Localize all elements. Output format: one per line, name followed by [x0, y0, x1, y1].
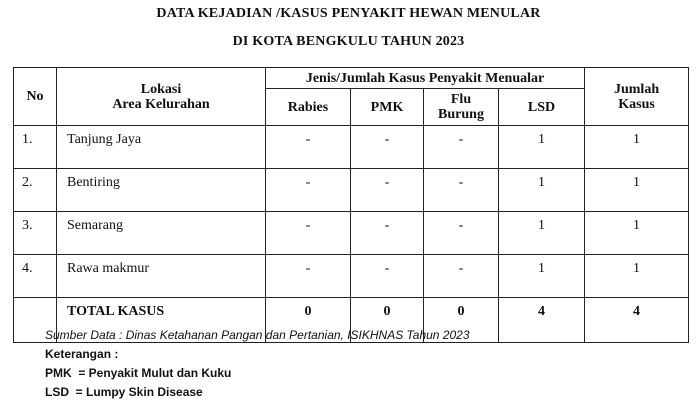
cell-lsd: 1 — [499, 255, 585, 298]
cell-jumlah: 1 — [585, 212, 689, 255]
legend-title: Keterangan : — [45, 347, 119, 361]
cell-total-label: TOTAL KASUS — [57, 298, 266, 343]
cell-rabies: - — [266, 255, 351, 298]
cell-lokasi: Rawa makmur — [57, 255, 266, 298]
cell-jumlah: 1 — [585, 255, 689, 298]
table-row — [14, 255, 689, 298]
cell-flu: - — [424, 255, 499, 298]
header-lokasi — [57, 68, 266, 126]
cell-total-lsd: 4 — [499, 298, 585, 343]
legend-pmk: PMK = Penyakit Mulut dan Kuku — [45, 366, 232, 380]
cell-lokasi: Tanjung Jaya — [57, 126, 266, 169]
header-flu-line1: Flu — [450, 92, 472, 107]
cell-total-pmk: 0 — [351, 298, 424, 343]
header-jumlah-line2: Kasus — [618, 96, 655, 112]
header-pmk: PMK — [351, 89, 424, 126]
cell-pmk: - — [351, 255, 424, 298]
document-title: DATA KEJADIAN /KASUS PENYAKIT HEWAN MENULAR — [156, 6, 541, 21]
cell-rabies: - — [266, 169, 351, 212]
cell-no: 4. — [14, 255, 57, 298]
cell-lsd: 1 — [499, 169, 585, 212]
cell-lokasi: Bentiring — [57, 169, 266, 212]
cell-rabies: - — [266, 212, 351, 255]
cell-total-flu: 0 — [424, 298, 499, 343]
cell-lsd: 1 — [499, 126, 585, 169]
cell-pmk: - — [351, 212, 424, 255]
header-no: No — [14, 68, 57, 126]
cell-pmk: - — [351, 169, 424, 212]
cell-jumlah: 1 — [585, 126, 689, 169]
cell-flu: - — [424, 212, 499, 255]
header-jumlah — [585, 68, 689, 126]
header-flu-line2: Burung — [438, 107, 484, 122]
cell-flu: - — [424, 169, 499, 212]
data-source-note: Sumber Data : Dinas Ketahanan Pangan dan Pertanian, ISIKHNAS Tahun 2023 — [45, 328, 470, 342]
cell-jumlah: 1 — [585, 169, 689, 212]
table-row — [14, 169, 689, 212]
header-group: Jenis/Jumlah Kasus Penyakit Menualar — [266, 68, 585, 89]
cell-lokasi: Semarang — [57, 212, 266, 255]
cell-flu: - — [424, 126, 499, 169]
header-lokasi-line2: Area Kelurahan — [112, 96, 210, 112]
header-rabies: Rabies — [266, 89, 351, 126]
header-jumlah-line1: Jumlah — [613, 81, 660, 97]
cell-no: 2. — [14, 169, 57, 212]
cell-no: 1. — [14, 126, 57, 169]
legend-lsd: LSD = Lumpy Skin Disease — [45, 385, 203, 399]
cell-rabies: - — [266, 126, 351, 169]
table-row — [14, 212, 689, 255]
header-flu — [424, 89, 499, 126]
header-row — [14, 68, 689, 89]
disease-case-table — [13, 67, 689, 343]
header-lokasi-line1: Lokasi — [140, 81, 182, 97]
cell-total-jumlah: 4 — [585, 298, 689, 343]
table-row — [14, 126, 689, 169]
document-subtitle: DI KOTA BENGKULU TAHUN 2023 — [232, 34, 465, 49]
cell-no: 3. — [14, 212, 57, 255]
cell-lsd: 1 — [499, 212, 585, 255]
header-lsd: LSD — [499, 89, 585, 126]
cell-pmk: - — [351, 126, 424, 169]
cell-total-rabies: 0 — [266, 298, 351, 343]
